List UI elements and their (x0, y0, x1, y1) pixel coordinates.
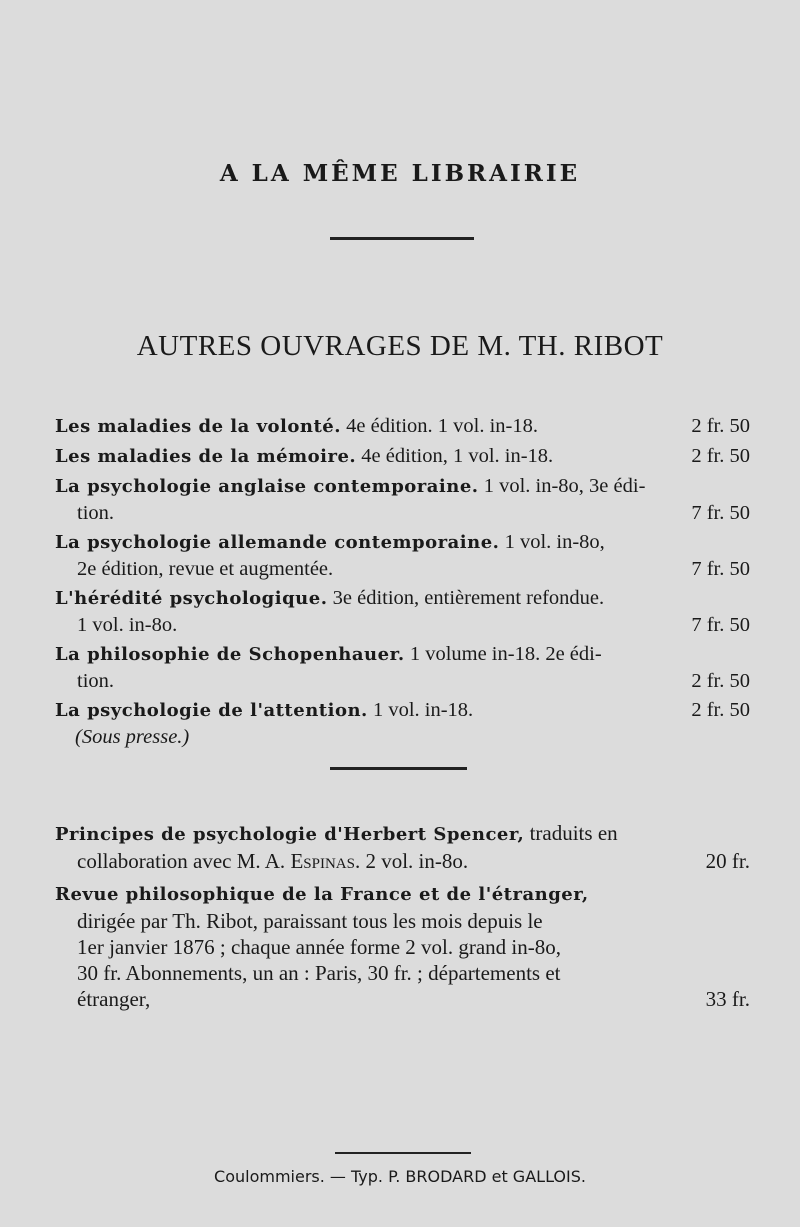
divider-top (330, 237, 474, 240)
work-price: 33 fr. (705, 987, 750, 1011)
section-heading: AUTRES OUVRAGES DE M. TH. RIBOT (136, 330, 664, 362)
work-title: La psychologie anglaise contemporaine. (55, 476, 479, 497)
work-description-line: 30 fr. Abonnements, un an : Paris, 30 fr. ; départements et (77, 961, 561, 985)
work-title: Revue philosophique de la France et de l'étranger, (55, 884, 589, 905)
divider-middle (330, 767, 467, 770)
work-title: Les maladies de la volonté. (55, 416, 341, 437)
list-item (55, 473, 750, 526)
work-price: 2 fr. 50 (691, 670, 750, 692)
list-item (55, 882, 750, 1012)
work-details: 1 vol. in-18. (367, 699, 474, 721)
work-details: 1 vol. in-8o, (499, 531, 605, 553)
work-details: 1 volume in-18. 2e édi- (404, 643, 602, 665)
work-description-line: étranger, (77, 987, 151, 1011)
divider-bottom (335, 1152, 471, 1154)
work-price: 7 fr. 50 (691, 614, 750, 636)
work-details-cont: 2e édition, revue et augmentée. (77, 558, 334, 580)
page-heading: A LA MÊME LIBRAIRIE (219, 160, 581, 187)
list-item (55, 585, 750, 638)
work-price: 20 fr. (705, 849, 750, 873)
work-details-cont: tion. (77, 670, 115, 692)
list-item (55, 413, 750, 440)
translator-name: Espinas (290, 849, 355, 873)
work-details-cont: collaboration avec M. A. (77, 849, 291, 873)
work-note: (Sous presse.) (75, 726, 190, 748)
work-title: La philosophie de Schopenhauer. (55, 644, 405, 665)
list-item (55, 697, 750, 750)
work-details: 3e édition, entièrement refondue. (327, 587, 605, 609)
work-price: 2 fr. 50 (691, 415, 750, 437)
list-item (55, 641, 750, 694)
work-title: Principes de psychologie d'Herbert Spencer, (55, 824, 525, 845)
work-description-line: 1er janvier 1876 ; chaque année forme 2 vol. grand in-8o, (77, 935, 561, 959)
work-price: 2 fr. 50 (691, 445, 750, 467)
work-title: L'hérédité psychologique. (55, 588, 328, 609)
work-price: 7 fr. 50 (691, 558, 750, 580)
work-title: La psychologie de l'attention. (55, 700, 368, 721)
work-title: Les maladies de la mémoire. (55, 446, 357, 467)
work-details: 1 vol. in-8o, 3e édi- (478, 475, 646, 497)
work-title: La psychologie allemande contemporaine. (55, 532, 500, 553)
list-item (55, 529, 750, 582)
work-details-cont: tion. (77, 502, 115, 524)
work-description-line: dirigée par Th. Ribot, paraissant tous les mois depuis le (77, 909, 543, 933)
work-price: 7 fr. 50 (691, 502, 750, 524)
works-list (55, 413, 750, 753)
work-details: traduits en (524, 821, 618, 845)
work-details: 4e édition. 1 vol. in-18. (341, 415, 539, 437)
list-item (55, 443, 750, 470)
work-format: . 2 vol. in-8o. (354, 849, 469, 873)
work-details: 4e édition, 1 vol. in-18. (356, 445, 554, 467)
work-price: 2 fr. 50 (691, 699, 750, 721)
other-works-list (55, 820, 750, 1020)
printer-imprint: Coulommiers. — Typ. P. BRODARD et GALLOIS. (214, 1167, 586, 1186)
work-details-cont: 1 vol. in-8o. (77, 614, 178, 636)
list-item (55, 820, 750, 874)
